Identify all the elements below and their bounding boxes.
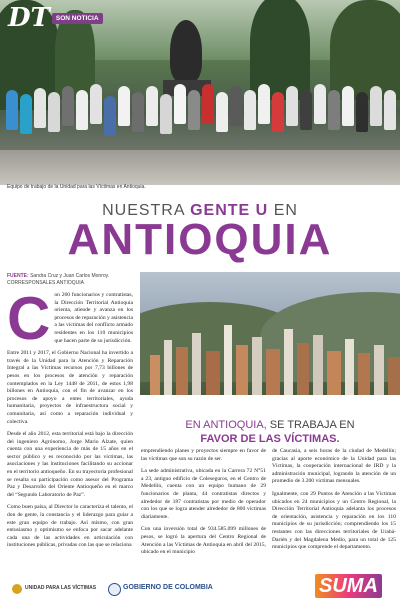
- pull-quote-line-1: [140, 418, 400, 432]
- building: [345, 339, 354, 395]
- medellin-city-photo: [140, 272, 400, 395]
- person: [300, 90, 312, 130]
- building: [192, 333, 201, 395]
- person: [230, 86, 242, 126]
- person: [20, 94, 32, 134]
- person: [76, 90, 88, 130]
- article-column-2: [141, 448, 266, 576]
- unidad-seal-icon: [12, 584, 22, 594]
- person: [160, 94, 172, 134]
- pull-quote: [140, 418, 400, 446]
- person: [272, 92, 284, 132]
- statue: [170, 20, 202, 82]
- person: [174, 84, 186, 124]
- person: [62, 86, 74, 126]
- building: [297, 343, 309, 395]
- team-photo: [0, 0, 400, 185]
- article-column-3: [272, 448, 396, 572]
- building: [266, 349, 280, 395]
- paragraph: La sede administrativa, ubicada en la Carrera 72 N°51 a 23, antiguo edificio de Coleseguros, en el Centro de Medellín, cuenta con un equipo humano de 29 funcionarios de planta, 44 contratistas directos y alrededor de 187 contratistas por medio de operador con los que se logra atender alrededor de 800 víctimas diariamente.: [141, 468, 266, 520]
- paragraph: Con una inversión total de 934.585.099 millones de pesos, se logró la apertura del Centro Regional de Atención a las Víctimas de Antioquia en abril del 2015, ubicado en el municipio: [141, 526, 266, 556]
- building: [252, 337, 262, 395]
- paragraph: emprendiendo planes y proyectos siempre en favor de las víctimas que son su razón de ser.: [141, 448, 266, 462]
- building: [224, 325, 232, 395]
- article-credit: [7, 273, 109, 286]
- drop-cap: C: [7, 292, 51, 352]
- person: [90, 84, 102, 124]
- person: [104, 96, 116, 136]
- headline-suffix: EN: [273, 202, 298, 219]
- person: [328, 90, 340, 130]
- son-noticia-badge: SON NOTICIA: [52, 13, 103, 24]
- person: [48, 92, 60, 132]
- building: [313, 335, 323, 395]
- person: [118, 86, 130, 126]
- person: [244, 90, 256, 130]
- person: [6, 90, 18, 130]
- person: [258, 84, 270, 124]
- person: [314, 84, 326, 124]
- building: [358, 353, 370, 395]
- paragraph: Como buen paisa, al Director lo caracteriza el talento, el don de gente, la constancia y el liderazgo para guiar a este gran equipo de trabajo. Así mismo, con gran entusiasmo y optimismo se enfoca por sacar adelante cada una de las actividades en articulación con instituciones públicas, privadas con las que se relaciona: [7, 504, 133, 549]
- person: [342, 86, 354, 126]
- person: [146, 86, 158, 126]
- headline-prefix: NUESTRA: [102, 202, 185, 219]
- person: [188, 90, 200, 130]
- person: [216, 92, 228, 132]
- pull-quote-line-2: FAVOR DE LAS VÍCTIMAS.: [200, 433, 340, 445]
- paragraph: Desde el año 2012, esta territorial está bajo la dirección del ingeniero Agrónomo, Jorge Mario Alzate, quien cuenta con una experiencia de más de 15 años en el sector público y es reconocido por las víctimas, las asociaciones y las instituciones facilitando su accionar en el territorio antioqueño. En su trayectoria profesional se resalta su participación como asesor del Programa Paz y Desarrollo del Oriente Antioqueño en el marco del “Segundo Laboratorio de Paz”.: [7, 431, 133, 498]
- building: [150, 355, 160, 395]
- person: [132, 92, 144, 132]
- person: [202, 84, 214, 124]
- pull-quote-part-b: SE TRABAJA EN: [269, 419, 355, 431]
- building: [206, 351, 220, 395]
- building: [236, 345, 248, 395]
- person: [384, 90, 396, 130]
- team-group: [0, 78, 400, 160]
- gobierno-logo-text: GOBIERNO DE COLOMBIA: [123, 584, 213, 591]
- building: [374, 345, 384, 395]
- paragraph: de Caucasia, a seis horas de la ciudad de Medellín; gracias al aporte económico de la Unidad para las Víctimas, la cooperación internacional de IRD y la administración municipal, logrando la atención de un promedio de 3.200 víctimas mensuales.: [272, 448, 396, 485]
- building: [164, 340, 172, 395]
- article-column-1: [7, 292, 133, 575]
- headline-highlight: GENTE U: [190, 202, 269, 219]
- colombia-seal-icon: [108, 583, 121, 596]
- building: [284, 329, 293, 395]
- person: [286, 86, 298, 126]
- person: [34, 88, 46, 128]
- pull-quote-part-a: EN ANTIOQUIA,: [185, 419, 267, 431]
- credit-role: CORRESPONSALES ANTIOQUIA: [7, 280, 84, 286]
- credit-label: FUENTE:: [7, 273, 29, 279]
- paragraph: Igualmente, con 29 Puntos de Atención a las Víctimas ubicados en 24 municipios y un Centro Regional, la Dirección Territorial Antioquia adelanta los procesos de orientación, asistencia y reparación en los 110 municipios de su jurisdicción; comprendiendo los 15 restantes con las direcciones territoriales de Urabá-Darién y del Magdalena Medio, para un total de 125 municipios que comprende el departamento.: [272, 490, 396, 551]
- credit-authors: Sandra Cruz y Juan Carlos Monroy.: [30, 273, 110, 279]
- paragraph: on 260 funcionarios y contratistas, la Dirección Territorial Antioquia orienta, atiende y avanza en los procesos de reparación y asistencia a las víctimas del conflicto armado residentes en los 110 municipios que hacen parte de su jurisdicción.: [54, 292, 133, 344]
- suma-logo: SUMA: [315, 574, 382, 598]
- photo-caption: Equipo de trabajo de la Unidad para las Víctimas en Antioquia.: [7, 184, 146, 190]
- unidad-logo-text: UNIDAD PARA LAS VÍCTIMAS: [25, 585, 97, 591]
- masthead-logo: [8, 4, 103, 32]
- person: [370, 86, 382, 126]
- building: [327, 351, 341, 395]
- headline-big: ANTIOQUIA: [67, 215, 333, 264]
- building: [176, 347, 188, 395]
- person: [356, 92, 368, 132]
- dt-logo-text: DT: [8, 3, 50, 33]
- building: [388, 357, 400, 395]
- paragraph: Entre 2011 y 2017, el Gobierno Nacional ha invertido a través de la Unidad para la Atención y Reparación Integral a las Víctimas recursos por 7,73 billones de pesos en los procesos de atención y reparación contemplados en la Ley 1448 de 2011, de estos 1,98 billones en Antioquia, con el fin de avanzar en los procesos de apoyo a entes territoriales, ayuda humanitaria, proyectos de infraestructura social y comunitaria, así como a reparación individual y colectiva.: [7, 350, 133, 425]
